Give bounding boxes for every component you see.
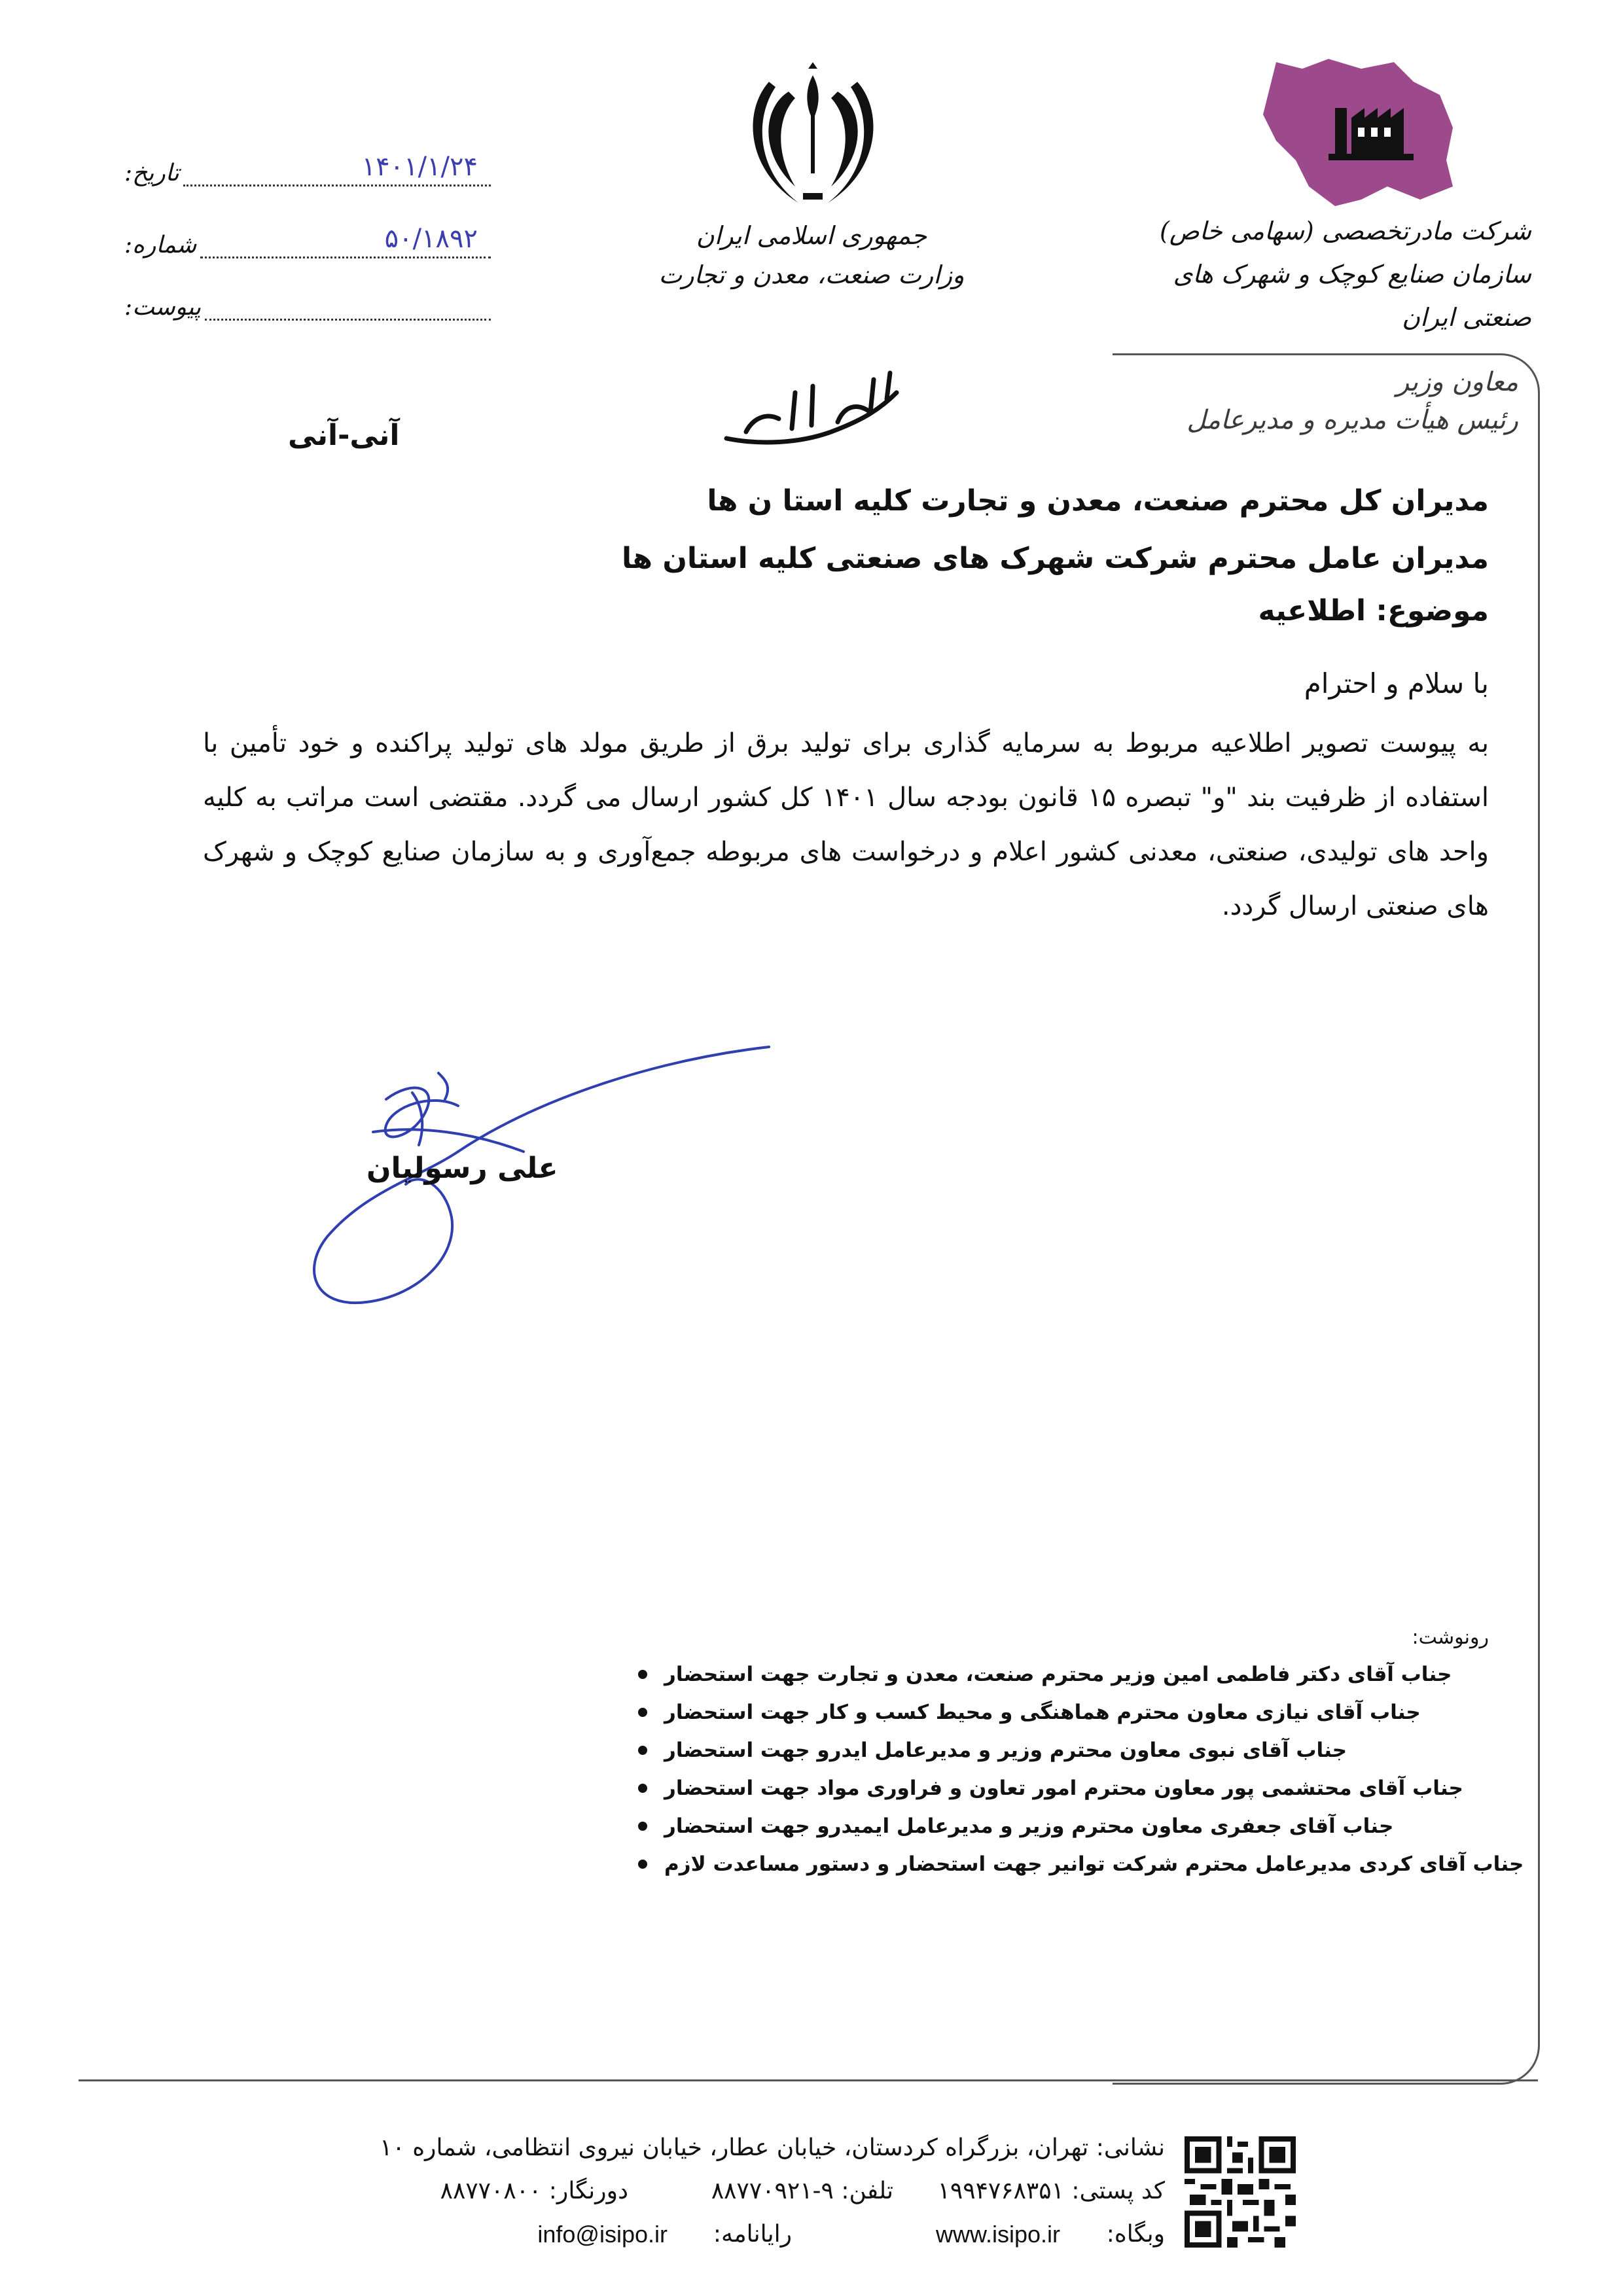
qr-code-icon bbox=[1185, 2136, 1296, 2248]
footer-website-link[interactable]: www.isipo.ir bbox=[935, 2221, 1060, 2248]
bullet-icon bbox=[638, 1822, 647, 1831]
recipient-1: مدیران کل محترم صنعت، معدن و تجارت کلیه استا ن ها bbox=[707, 484, 1489, 518]
sender-title bbox=[1126, 363, 1518, 439]
cc-item bbox=[638, 1731, 1489, 1769]
bismillah-calligraphy-icon bbox=[707, 366, 916, 458]
number-row bbox=[124, 219, 491, 258]
footer-email-label: رایانامه: bbox=[713, 2221, 792, 2248]
footer-phone: تلفن: ۹-۸۸۷۷۰۹۲۱ bbox=[711, 2178, 893, 2204]
cc-item-text: جناب آقای محتشمی پور معاون محترم امور تعاون و فراوری مواد جهت استحضار bbox=[664, 1776, 1463, 1800]
isipo-logo-icon bbox=[1257, 56, 1479, 213]
number-value: ۵۰/۱۸۹۲ bbox=[384, 224, 478, 254]
date-line bbox=[183, 152, 491, 186]
footer-website-label: وبگاه: bbox=[1106, 2221, 1165, 2248]
attachment-label: پیوست: bbox=[124, 294, 202, 321]
bullet-icon bbox=[638, 1860, 647, 1869]
cc-list bbox=[638, 1655, 1524, 1883]
date-value: ۱۴۰۱/۱/۲۴ bbox=[361, 152, 478, 182]
deputy-line-2: رئیس هیأت مدیره و مدیرعامل bbox=[1186, 405, 1518, 435]
cc-item bbox=[638, 1693, 1489, 1731]
number-line bbox=[200, 224, 491, 258]
bullet-icon bbox=[638, 1670, 647, 1679]
cc-item bbox=[638, 1655, 1489, 1693]
date-row bbox=[124, 147, 491, 186]
attachment-line bbox=[205, 292, 491, 321]
ministry-title bbox=[654, 216, 969, 294]
iran-emblem-icon bbox=[743, 62, 883, 209]
cc-item-text: جناب آقای نبوی معاون محترم وزیر و مدیرعامل ایدرو جهت استحضار bbox=[664, 1739, 1347, 1762]
subject: موضوع: اطلاعیه bbox=[1258, 594, 1489, 627]
cc-item bbox=[638, 1807, 1489, 1845]
letter-body: به پیوست تصویر اطلاعیه مربوط به سرمایه گذاری برای تولید برق از طریق مولد های تولید پراکنده و خود تأمین با استفاده از ظرفیت بند "و" تبصره ۱۵ قانون بودجه سال ۱۴۰۱ کل کشور ارسال می گردد. مقتضی است مراتب به کلیه واحد های تولیدی، صنعتی، معدنی کشور اعلام و درخواست های مربوطه جمع‌آوری و به سازمان صنایع کوچک و شهرک های صنعتی ارسال گردد. bbox=[203, 728, 1489, 921]
deputy-line-1: معاون وزیر bbox=[1396, 367, 1518, 397]
recipient-2: مدیران عامل محترم شرکت شهرک های صنعتی کلیه استان ها bbox=[622, 542, 1489, 575]
cc-item-text: جناب آقای جعفری معاون محترم وزیر و مدیرعامل ایمیدرو جهت استحضار bbox=[664, 1814, 1394, 1838]
footer-postal-code: کد پستی: ۱۹۹۴۷۶۸۳۵۱ bbox=[937, 2178, 1165, 2204]
footer-address: نشانی: تهران، بزرگراه کردستان، خیابان عطار، خیابان نیروی انتظامی، شماره ۱۰ bbox=[380, 2134, 1165, 2161]
cc-title: رونوشت: bbox=[1412, 1626, 1489, 1649]
cc-item-text: جناب آقای نیازی معاون محترم هماهنگی و محیط کسب و کار جهت استحضار bbox=[664, 1701, 1421, 1724]
cc-item-text: جناب آقای کردی مدیرعامل محترم شرکت توانیر جهت استحضار و دستور مساعدت لازم bbox=[664, 1852, 1524, 1876]
ministry-line-2: وزارت صنعت، معدن و تجارت bbox=[658, 260, 965, 289]
date-label: تاریخ: bbox=[124, 160, 179, 186]
salutation: با سلام و احترام bbox=[1304, 667, 1489, 699]
number-label: شماره: bbox=[124, 232, 197, 258]
bullet-icon bbox=[638, 1746, 647, 1755]
cc-item bbox=[638, 1845, 1524, 1883]
org-line-2: سازمان صنایع کوچک و شهرک های صنعتی ایران bbox=[1173, 260, 1531, 332]
urgency-label: آنی-آنی bbox=[288, 419, 400, 452]
ministry-line-1: جمهوری اسلامی ایران bbox=[696, 221, 927, 250]
footer-fax: دورنگار: ۸۸۷۷۰۸۰۰ bbox=[440, 2178, 628, 2204]
bullet-icon bbox=[638, 1784, 647, 1793]
footer-divider bbox=[79, 2079, 1538, 2081]
footer-email-link[interactable]: info@isipo.ir bbox=[537, 2221, 668, 2248]
cc-item bbox=[638, 1769, 1489, 1807]
cc-item-text: جناب آقای دکتر فاطمی امین وزیر محترم صنعت، معدن و تجارت جهت استحضار bbox=[664, 1663, 1452, 1686]
bullet-icon bbox=[638, 1708, 647, 1717]
organization-title bbox=[1113, 209, 1531, 339]
org-line-1: شرکت مادرتخصصی (سهامی خاص) bbox=[1160, 217, 1531, 245]
signer-name: علی رسولیان bbox=[366, 1152, 558, 1185]
attachment-row bbox=[124, 281, 491, 321]
